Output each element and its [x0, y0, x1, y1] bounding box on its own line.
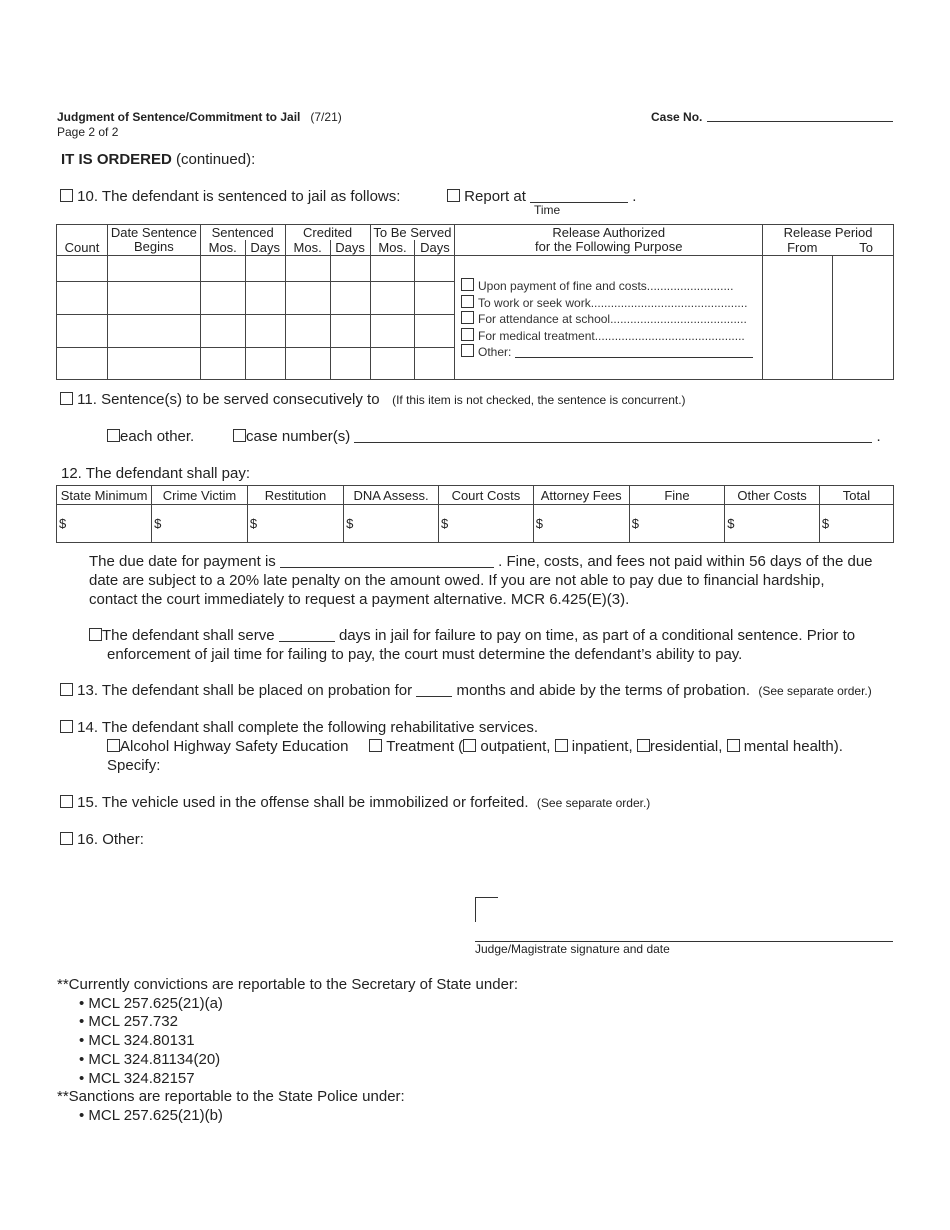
table-cell[interactable] [285, 256, 330, 282]
table-cell[interactable] [330, 256, 370, 282]
table-cell[interactable] [285, 282, 330, 315]
report-at: Report at . [447, 188, 636, 205]
jail-table [56, 224, 894, 380]
conditional-jail: The defendant shall serve days in jail for failure to pay on time, as part of a conditional sentence. Prior to enforcement of jail time for failing to pay, the court must determine the defendant’s ability to pay. [89, 626, 855, 664]
purpose-other: Other: [461, 344, 762, 361]
table-cell[interactable] [330, 282, 370, 315]
table-cell[interactable] [107, 348, 200, 380]
payment-header: Total [819, 486, 893, 505]
sos-heading: **Currently convictions are reportable to the Secretary of State under: [57, 976, 519, 993]
police-heading: **Sanctions are reportable to the State Police under: [57, 1088, 405, 1106]
table-cell[interactable] [370, 256, 415, 282]
inpatient-checkbox[interactable] [555, 739, 568, 752]
page-number: Page 2 of 2 [57, 125, 119, 139]
payment-amount-cell[interactable]: $ [344, 505, 439, 543]
sos-list [57, 995, 518, 1089]
form-title: Judgment of Sentence/Commitment to Jail [57, 110, 301, 124]
release-to-cell[interactable] [833, 256, 894, 380]
credited-mos: Mos. [285, 240, 330, 256]
sentenced-mos: Mos. [200, 240, 245, 256]
col-to-be-served: To Be Served [370, 225, 455, 241]
payment-amount-cell[interactable]: $ [533, 505, 629, 543]
purpose-medical: For medical treatment............................................. [461, 328, 762, 345]
payment-header: DNA Assess. [344, 486, 439, 505]
col-count: Count [57, 225, 108, 256]
table-cell[interactable] [245, 348, 285, 380]
item-10: 10. The defendant is sentenced to jail as follows: [60, 188, 400, 205]
each-other-checkbox[interactable] [107, 429, 120, 442]
signature-corner-mark [475, 897, 498, 922]
payment-header: Attorney Fees [533, 486, 629, 505]
list-item: • MCL 257.625(21)(b) [79, 1106, 223, 1124]
form-title-line [57, 110, 342, 124]
col-sentenced: Sentenced [200, 225, 285, 241]
alcohol-checkbox[interactable] [107, 739, 120, 752]
specify-label: Specify: [107, 757, 161, 774]
item-10-checkbox[interactable] [60, 189, 73, 202]
table-cell[interactable] [200, 282, 245, 315]
payment-amount-cell[interactable]: $ [247, 505, 343, 543]
item-13-checkbox[interactable] [60, 683, 73, 696]
list-item: • MCL 324.82157 [79, 1069, 195, 1087]
payment-header: Crime Victim [152, 486, 248, 505]
report-time-field[interactable] [530, 189, 628, 203]
item-14-options: Alcohol Highway Safety Education Treatment ( outpatient, inpatient, residential, mental health). [107, 738, 843, 755]
table-cell[interactable] [107, 282, 200, 315]
case-numbers-option: case number(s) . [233, 428, 881, 445]
probation-months-field[interactable] [416, 683, 452, 697]
residential-checkbox[interactable] [637, 739, 650, 752]
mental-health-checkbox[interactable] [727, 739, 740, 752]
table-cell[interactable] [200, 348, 245, 380]
payment-amount-cell[interactable]: $ [725, 505, 820, 543]
item-15-checkbox[interactable] [60, 795, 73, 808]
jail-days-field[interactable] [279, 628, 335, 642]
table-cell[interactable] [200, 256, 245, 282]
payment-amount-cell[interactable]: $ [439, 505, 534, 543]
item-12-label: 12. The defendant shall pay: [61, 465, 251, 482]
col-credited: Credited [285, 225, 370, 241]
item-11-note: (If this item is not checked, the sentence is concurrent.) [392, 393, 686, 407]
table-cell[interactable] [285, 315, 330, 348]
case-no-field[interactable] [707, 121, 893, 122]
release-purposes [455, 256, 763, 380]
payment-table [56, 485, 894, 543]
payment-header: Court Costs [439, 486, 534, 505]
due-date-paragraph: The due date for payment is . Fine, costs, and fees not paid within 56 days of the due date are subject to a 20% late penalty on the amount owed. If you are not able to pay due to financial hardship, contact the court immediately to request a payment alternative. MCR 6.425(E)(3). [89, 553, 873, 608]
table-cell[interactable] [245, 282, 285, 315]
list-item: • MCL 324.80131 [79, 1032, 195, 1050]
table-cell[interactable] [330, 348, 370, 380]
payment-header: State Minimum [57, 486, 152, 505]
footnotes [57, 976, 518, 1126]
table-cell[interactable] [415, 256, 455, 282]
list-item: • MCL 257.732 [79, 1013, 178, 1031]
table-cell[interactable] [370, 282, 415, 315]
other-purpose-field[interactable] [515, 347, 753, 358]
item-11-checkbox[interactable] [60, 392, 73, 405]
outpatient-checkbox[interactable] [463, 739, 476, 752]
item-11: 11. Sentence(s) to be served consecutively to (If this item is not checked, the sentence is concurrent.) [60, 391, 686, 408]
table-cell[interactable] [57, 256, 108, 282]
payment-amount-cell[interactable]: $ [57, 505, 152, 543]
table-cell[interactable] [57, 348, 108, 380]
served-mos: Mos. [370, 240, 415, 256]
release-from-cell[interactable] [763, 256, 833, 380]
col-release-authorized: Release Authorized for the Following Purpose [455, 225, 763, 256]
signature-label: Judge/Magistrate signature and date [475, 942, 670, 956]
table-cell[interactable] [415, 282, 455, 315]
table-cell[interactable] [245, 256, 285, 282]
list-item: • MCL 324.81134(20) [79, 1050, 221, 1068]
time-label: Time [534, 203, 561, 217]
table-cell[interactable] [200, 315, 245, 348]
list-item: • MCL 257.625(21)(a) [79, 994, 223, 1012]
police-list [57, 1107, 518, 1126]
table-cell[interactable] [107, 256, 200, 282]
each-other-option: each other. [107, 428, 194, 445]
item-14-checkbox[interactable] [60, 720, 73, 733]
sentenced-days: Days [245, 240, 285, 256]
table-cell[interactable] [245, 315, 285, 348]
table-cell[interactable] [285, 348, 330, 380]
payment-header: Fine [629, 486, 725, 505]
item-16-checkbox[interactable] [60, 832, 73, 845]
payment-header: Other Costs [725, 486, 820, 505]
table-cell[interactable] [415, 348, 455, 380]
conditional-jail-checkbox[interactable] [89, 628, 102, 641]
case-no-label: Case No. [651, 110, 703, 124]
table-cell[interactable] [107, 315, 200, 348]
served-days: Days [415, 240, 455, 256]
treatment-checkbox[interactable] [369, 739, 382, 752]
form-version: (7/21) [310, 110, 342, 124]
item-15: 15. The vehicle used in the offense shall be immobilized or forfeited. (See separate order.) [60, 794, 650, 811]
item-16: 16. Other: [60, 831, 144, 848]
period-to: To [833, 240, 894, 256]
purpose-school: For attendance at school......................................... [461, 311, 762, 328]
table-cell[interactable] [330, 315, 370, 348]
table-cell[interactable] [370, 348, 415, 380]
table-cell[interactable] [57, 282, 108, 315]
table-cell[interactable] [370, 315, 415, 348]
period-from: From [763, 240, 833, 256]
case-numbers-checkbox[interactable] [233, 429, 246, 442]
col-release-period: Release Period [763, 225, 894, 241]
credited-days: Days [330, 240, 370, 256]
table-cell[interactable] [57, 315, 108, 348]
table-cell[interactable] [415, 315, 455, 348]
report-at-checkbox[interactable] [447, 189, 460, 202]
payment-amount-cell[interactable]: $ [629, 505, 725, 543]
item-14: 14. The defendant shall complete the following rehabilitative services. [60, 719, 538, 736]
payment-amount-cell[interactable]: $ [152, 505, 248, 543]
payment-amount-cell[interactable]: $ [819, 505, 893, 543]
payment-header: Restitution [247, 486, 343, 505]
item-13: 13. The defendant shall be placed on probation for months and abide by the terms of probation. (See separate order.) [60, 682, 872, 699]
due-date-field[interactable] [280, 554, 494, 568]
purpose-work: To work or seek work............................................... [461, 295, 762, 312]
col-date-sentence: Date Sentence Begins [107, 225, 200, 256]
purpose-fine-costs: Upon payment of fine and costs.......................... [461, 278, 762, 295]
ordered-heading: IT IS ORDERED (continued): [61, 151, 256, 168]
case-numbers-field[interactable] [354, 429, 872, 443]
